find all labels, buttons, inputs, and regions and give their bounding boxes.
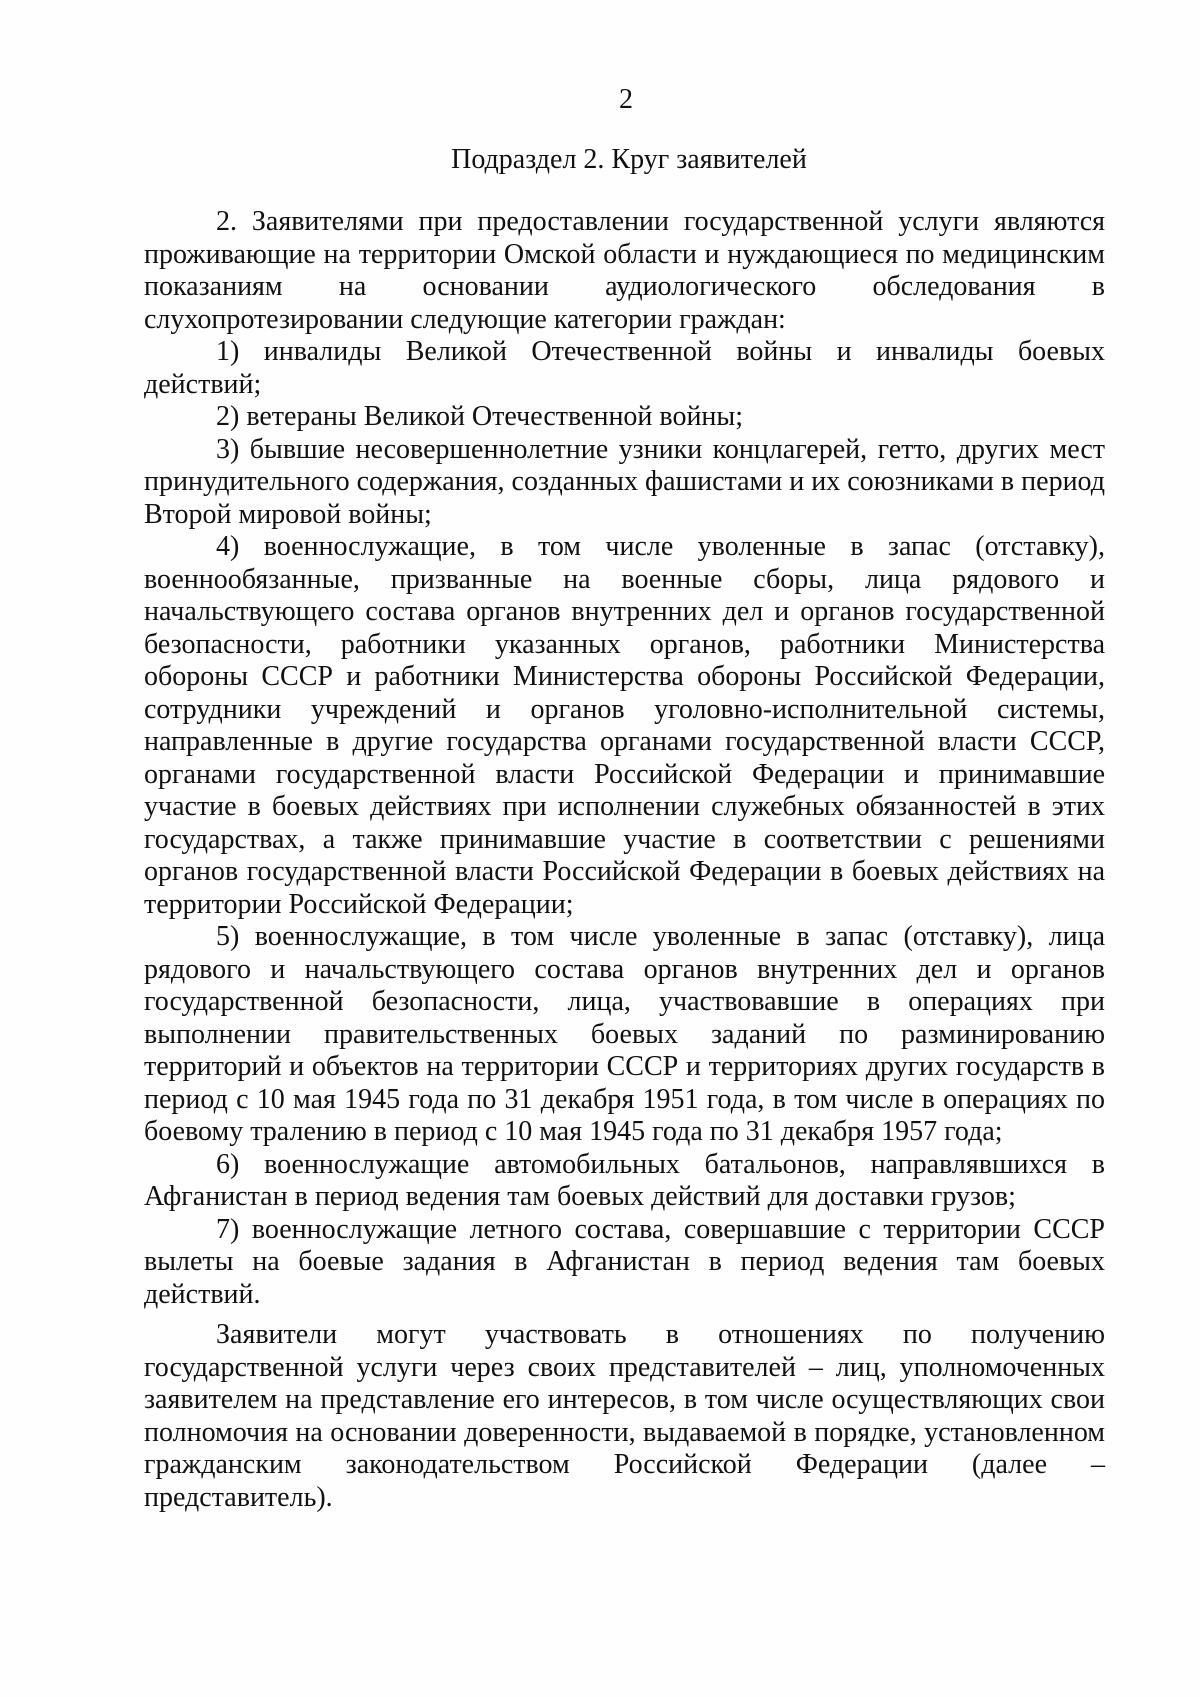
paragraph-representatives: Заявители могут участвовать в отношениях по получению государственной услуги через своих представителей – лиц, уполномоченных заявителем на представление его интересов, в том числе осуществляющих свои полномочия на основании доверенности, выдаваемой в порядке, установленном гражданским законодательством Российской Федерации (далее – представитель). (144, 1319, 1105, 1513)
list-item-7: 7) военнослужащие летного состава, совершавшие с территории СССР вылеты на боевые задания в Афганистан в период ведения там боевых действий. (144, 1213, 1105, 1310)
list-item-6: 6) военнослужащие автомобильных батальонов, направлявшихся в Афганистан в период ведения там боевых действий для доставки грузов; (144, 1148, 1105, 1212)
list-item-4: 4) военнослужащие, в том числе уволенные в запас (отставку), военнообязанные, призванные на военные сборы, лица рядового и начальствующего состава органов внутренних дел и органов государственной безопасности, работники указанных органов, работники Министерства обороны СССР и работники Министерства обороны Российской Федерации, сотрудники учреждений и органов уголовно-исполнительной системы, направленные в другие государства органами государственной власти СССР, органами государственной власти Российской Федерации и принимавшие участие в боевых действиях при исполнении служебных обязанностей в этих государствах, а также принимавшие участие в соответствии с решениями органов государственной власти Российской Федерации в боевых действиях на территории Российской Федерации; (144, 531, 1105, 920)
page-number: 2 (619, 84, 633, 115)
list-item-3: 3) бывшие несовершеннолетние узники концлагерей, гетто, других мест принудительного содержания, созданных фашистами и их союзниками в период Второй мировой войны; (144, 433, 1105, 530)
subsection-title: Подраздел 2. Круг заявителей (451, 144, 807, 175)
list-item-5: 5) военнослужащие, в том числе уволенные в запас (отставку), лица рядового и начальствующего состава органов внутренних дел и органов государственной безопасности, лица, участвовавшие в операциях при выполнении правительственных боевых заданий по разминированию территорий и объектов на территории СССР и территориях других государств в период с 10 мая 1945 года по 31 декабря 1951 года, в том числе в операциях по боевому тралению в период с 10 мая 1945 года по 31 декабря 1957 года; (144, 921, 1105, 1147)
list-item-2: 2) ветераны Великой Отечественной войны; (216, 401, 744, 432)
list-item-1: 1) инвалиды Великой Отечественной войны и инвалиды боевых действий; (144, 336, 1105, 400)
paragraph-applicants-intro: 2. Заявителями при предоставлении государственной услуги являются проживающие на территории Омской области и нуждающиеся по медицинским показаниям на основании аудиологического обследования в слухопротезировании следующие категории граждан: (144, 206, 1105, 335)
body-text (144, 206, 1105, 1514)
